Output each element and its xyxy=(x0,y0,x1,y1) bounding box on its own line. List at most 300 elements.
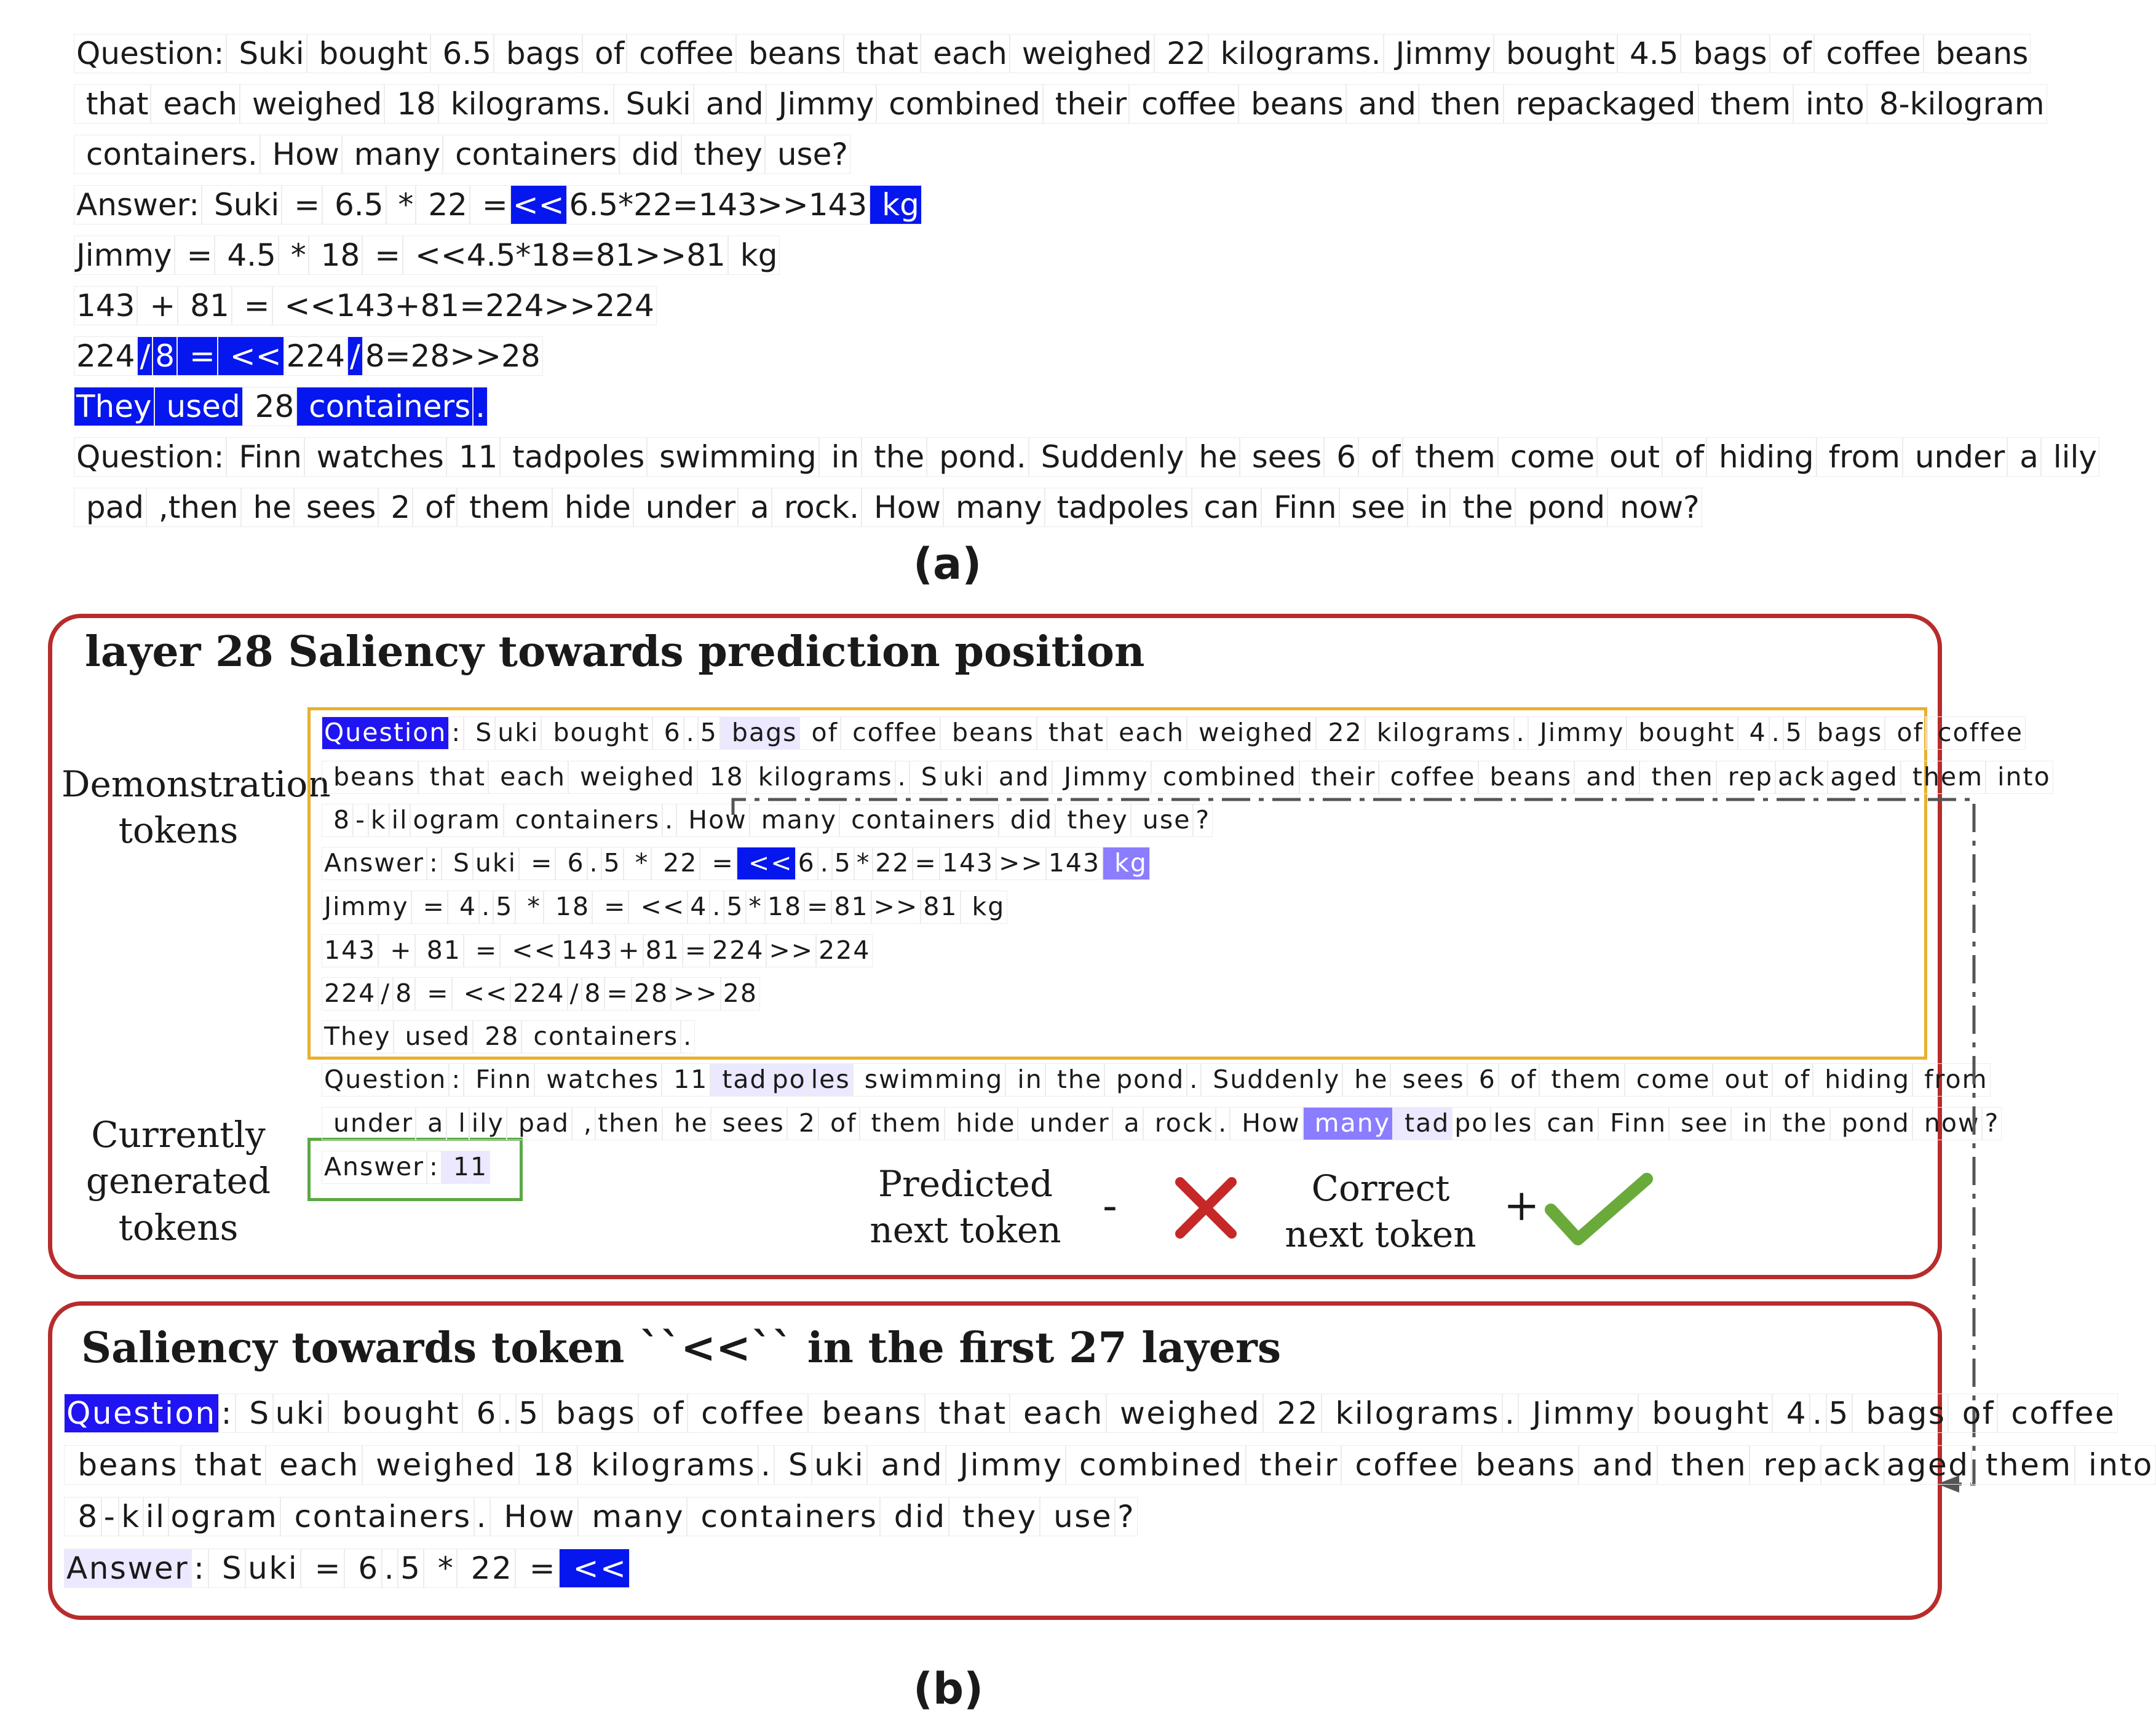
token: . xyxy=(479,891,493,923)
token: . xyxy=(474,1497,490,1537)
token: that xyxy=(74,84,151,124)
token: 143 xyxy=(559,934,616,967)
token: beans xyxy=(1239,84,1346,124)
panel-b2-line xyxy=(64,1440,2156,1490)
token: 6 xyxy=(1467,1063,1499,1096)
token: * xyxy=(386,185,416,225)
token: did xyxy=(619,135,681,175)
token: 6 xyxy=(462,1394,500,1434)
token: a xyxy=(1112,1107,1143,1140)
token: containers xyxy=(687,1497,880,1537)
token: a xyxy=(2007,437,2041,477)
token: ? xyxy=(1193,804,1213,836)
token: coffee xyxy=(688,1394,808,1434)
token: + xyxy=(616,934,643,967)
token: each xyxy=(1107,716,1187,749)
token: = xyxy=(804,891,831,923)
token: S xyxy=(442,847,473,879)
token: of xyxy=(1358,437,1403,477)
token: kilograms xyxy=(747,761,895,793)
token: of xyxy=(1499,1063,1540,1096)
token: kilograms xyxy=(1322,1394,1502,1434)
token: * xyxy=(624,847,652,879)
token: 22 xyxy=(1316,716,1365,749)
token: = xyxy=(683,934,710,967)
token: of xyxy=(1948,1394,1997,1434)
token: kilograms. xyxy=(438,84,614,124)
token: 8=28>>28 xyxy=(363,336,543,376)
token: . xyxy=(473,387,488,427)
token: , xyxy=(572,1107,595,1140)
token: = xyxy=(177,336,218,376)
token: . xyxy=(1810,1394,1826,1434)
token: them xyxy=(1972,1445,2074,1485)
token: did xyxy=(999,804,1055,836)
token: How xyxy=(1230,1107,1302,1140)
token: 18 xyxy=(544,891,592,923)
token: << xyxy=(218,336,284,376)
token: S xyxy=(910,761,941,793)
token: aged xyxy=(1884,1445,1972,1485)
token: bags xyxy=(1805,716,1885,749)
plus-sign: + xyxy=(1504,1180,1540,1231)
token: + xyxy=(137,286,178,326)
token: + xyxy=(378,934,414,967)
token: Jimmy xyxy=(1518,1394,1638,1434)
token: he xyxy=(1186,437,1239,477)
panel-b2-line xyxy=(64,1544,630,1593)
token: that xyxy=(925,1394,1010,1434)
token: of xyxy=(1885,716,1926,749)
token: / xyxy=(378,977,393,1010)
token: and xyxy=(1346,84,1419,124)
token: that xyxy=(418,761,488,793)
token: of xyxy=(799,716,841,749)
token: them xyxy=(1698,84,1794,124)
token: = xyxy=(700,847,736,879)
token: kg xyxy=(728,236,780,276)
token: 81 xyxy=(415,934,464,967)
token: 143 xyxy=(74,286,137,326)
token: il xyxy=(143,1497,168,1537)
token: Suddenly xyxy=(1201,1063,1342,1096)
token: and xyxy=(1574,761,1639,793)
token: Suki xyxy=(202,185,282,225)
token: uki xyxy=(941,761,987,793)
token: Suki xyxy=(226,34,306,74)
token: beans xyxy=(1462,1445,1579,1485)
token: Jimmy xyxy=(766,84,877,124)
token: 5 xyxy=(516,1394,542,1434)
token: can xyxy=(1192,488,1262,528)
token: coffee xyxy=(1814,34,1924,74)
currently-generated-tokens-label: Currently generated tokens xyxy=(85,1114,271,1248)
token: them xyxy=(1403,437,1498,477)
token: bought xyxy=(307,34,430,74)
token: . xyxy=(500,1394,516,1434)
token: How xyxy=(490,1497,578,1537)
token: 5 xyxy=(493,891,515,923)
token: 224 xyxy=(284,336,347,376)
token: Question xyxy=(322,1063,449,1096)
token: 4.5 xyxy=(215,236,278,276)
token: How xyxy=(862,488,943,528)
token: repackaged xyxy=(1504,84,1698,124)
token: them xyxy=(1539,1063,1624,1096)
token: used xyxy=(154,387,243,427)
token: k xyxy=(368,804,389,836)
token: 224 xyxy=(322,977,378,1010)
token: see xyxy=(1669,1107,1731,1140)
token: * xyxy=(424,1549,457,1589)
token: that xyxy=(181,1445,266,1485)
token: Finn xyxy=(226,437,304,477)
token: Suki xyxy=(614,84,694,124)
token: 18 xyxy=(384,84,438,124)
token: . xyxy=(758,1445,774,1485)
token: Answer xyxy=(64,1549,191,1589)
token: : xyxy=(191,1549,208,1589)
token: the xyxy=(862,437,927,477)
token: l xyxy=(446,1107,469,1140)
token: coffee xyxy=(1379,761,1478,793)
token: tadpoles xyxy=(1045,488,1192,528)
token: . xyxy=(1216,1107,1230,1140)
token: 4 xyxy=(688,891,710,923)
token: 81 xyxy=(831,891,871,923)
token: 5 xyxy=(724,891,746,923)
token: Jimmy xyxy=(322,891,411,923)
token: bought xyxy=(1494,34,1617,74)
token: Jimmy xyxy=(1384,34,1494,74)
token: . xyxy=(1769,716,1783,749)
token: them xyxy=(457,488,552,528)
token: 224 xyxy=(816,934,873,967)
token: . xyxy=(681,1020,695,1053)
panel-b-first27-title: Saliency towards token ``<<`` in the first 27 layers xyxy=(81,1323,1282,1373)
token: combined xyxy=(876,84,1043,124)
token: sees xyxy=(1390,1063,1467,1096)
token: bags xyxy=(1852,1394,1949,1434)
token: 18 xyxy=(765,891,804,923)
token: 28 xyxy=(473,1020,521,1053)
token: rock xyxy=(1143,1107,1216,1140)
token: . xyxy=(684,716,698,749)
token: coffee xyxy=(1341,1445,1462,1485)
token: 6.5*22=143>>143 xyxy=(567,185,870,225)
token: 224 xyxy=(74,336,137,376)
token: containers xyxy=(521,1020,681,1053)
token: of xyxy=(1662,437,1706,477)
token: 28 xyxy=(243,387,297,427)
token: can xyxy=(1535,1107,1598,1140)
token: - xyxy=(101,1497,119,1537)
token: = xyxy=(232,286,272,326)
panel-a-caption: (a) xyxy=(913,539,982,589)
token: use? xyxy=(765,135,850,175)
token: 5 xyxy=(1783,716,1805,749)
token: 11 xyxy=(446,437,501,477)
token: * xyxy=(746,891,765,923)
token: pad xyxy=(74,488,146,528)
token: 5 xyxy=(1826,1394,1852,1434)
token: sees xyxy=(1240,437,1325,477)
token: hide xyxy=(552,488,633,528)
demonstration-tokens-label: Demonstration tokens xyxy=(61,763,331,852)
token: Question xyxy=(322,716,449,749)
token: hiding xyxy=(1813,1063,1912,1096)
token: out xyxy=(1713,1063,1772,1096)
token: : xyxy=(427,847,442,879)
token: << xyxy=(510,185,567,225)
token: = xyxy=(913,847,940,879)
token: uki xyxy=(812,1445,867,1485)
token: * xyxy=(854,847,873,879)
token: combined xyxy=(1151,761,1299,793)
token: 8 xyxy=(582,977,604,1010)
token: come xyxy=(1498,437,1597,477)
token: weighed xyxy=(1010,34,1154,74)
token: 224 xyxy=(710,934,766,967)
token: les xyxy=(1491,1107,1535,1140)
token: did xyxy=(880,1497,948,1537)
token: he xyxy=(241,488,294,528)
token: . xyxy=(1502,1394,1518,1434)
token: 4 xyxy=(448,891,479,923)
token: come xyxy=(1625,1063,1713,1096)
token: aged xyxy=(1828,761,1900,793)
token: kg xyxy=(870,185,922,225)
token: S xyxy=(236,1394,273,1434)
token: Jimmy xyxy=(74,236,175,276)
token: 18 xyxy=(697,761,746,793)
token: they xyxy=(681,135,765,175)
token: beans xyxy=(808,1394,925,1434)
token: containers xyxy=(296,387,473,427)
token: and xyxy=(987,761,1052,793)
token: pond xyxy=(1830,1107,1912,1140)
token: ,then xyxy=(146,488,241,528)
token: 22 xyxy=(873,847,912,879)
token: pond xyxy=(1104,1063,1187,1096)
token: combined xyxy=(1066,1445,1246,1485)
token: ? xyxy=(1115,1497,1138,1537)
token: ogram xyxy=(410,804,503,836)
token: = xyxy=(415,977,451,1010)
token: <<143+81=224>>224 xyxy=(272,286,657,326)
token: uki xyxy=(273,1394,328,1434)
token: watches xyxy=(304,437,446,477)
token: them xyxy=(1901,761,1986,793)
token: 6 xyxy=(1324,437,1358,477)
token: les xyxy=(809,1063,853,1096)
token: then xyxy=(1419,84,1504,124)
token: Jimmy xyxy=(1052,761,1151,793)
token: pad xyxy=(507,1107,572,1140)
token: their xyxy=(1043,84,1129,124)
token: . xyxy=(895,761,910,793)
token: . xyxy=(1187,1063,1201,1096)
token: = xyxy=(604,977,632,1010)
token: . xyxy=(587,847,601,879)
token: = xyxy=(282,185,322,225)
token: >> xyxy=(671,977,721,1010)
token: beans xyxy=(1924,34,2031,74)
token: bought xyxy=(328,1394,462,1434)
token: weighed xyxy=(568,761,697,793)
token: 8-kilogram xyxy=(1867,84,2047,124)
token: uki xyxy=(473,847,519,879)
token: = xyxy=(592,891,628,923)
token: 6 xyxy=(796,847,818,879)
token: ? xyxy=(1982,1107,2002,1140)
token: 5 xyxy=(698,716,720,749)
token: in xyxy=(1408,488,1450,528)
token: . xyxy=(662,804,676,836)
token: sees xyxy=(711,1107,787,1140)
token: hide xyxy=(945,1107,1018,1140)
token: Suddenly xyxy=(1029,437,1187,477)
token: each xyxy=(488,761,568,793)
token: then xyxy=(595,1107,662,1140)
token: that xyxy=(1037,716,1107,749)
token: 8 xyxy=(153,336,177,376)
token: pond. xyxy=(927,437,1029,477)
token: containers xyxy=(443,135,619,175)
token: 143 xyxy=(1046,847,1103,879)
token: * xyxy=(279,236,309,276)
token: in xyxy=(1005,1063,1045,1096)
token: and xyxy=(1579,1445,1657,1485)
token: a xyxy=(738,488,772,528)
token: / xyxy=(568,977,582,1010)
token: k xyxy=(119,1497,143,1537)
panel-b-caption: (b) xyxy=(913,1664,984,1714)
token: 6.5 xyxy=(322,185,386,225)
token: and xyxy=(694,84,766,124)
token: po xyxy=(770,1063,809,1096)
token: 22 xyxy=(416,185,470,225)
token: bags xyxy=(542,1394,639,1434)
token: <<4.5*18=81>>81 xyxy=(403,236,728,276)
token: 6 xyxy=(555,847,587,879)
panel-b-layer28-title: layer 28 Saliency towards prediction position xyxy=(85,627,1145,677)
token: 5 xyxy=(601,847,624,879)
token: Question: xyxy=(74,34,226,74)
token: under xyxy=(633,488,738,528)
token: coffee xyxy=(1997,1394,2118,1434)
token: 28 xyxy=(721,977,760,1010)
token: bags xyxy=(1681,34,1769,74)
token: of xyxy=(1770,34,1814,74)
token: S xyxy=(464,716,495,749)
token: he xyxy=(1342,1063,1390,1096)
token: he xyxy=(662,1107,710,1140)
token: . xyxy=(818,847,832,879)
token: beans xyxy=(64,1445,181,1485)
token: a xyxy=(416,1107,446,1140)
token: many xyxy=(342,135,443,175)
predicted-next-token-label: Predicted next token xyxy=(870,1163,1061,1252)
token: coffee xyxy=(841,716,940,749)
token: >> xyxy=(766,934,816,967)
token: each xyxy=(151,84,239,124)
token: 11 xyxy=(662,1063,710,1096)
token: ack xyxy=(1775,761,1828,793)
token: 8 xyxy=(64,1497,101,1537)
token: Question: xyxy=(74,437,226,477)
token: . xyxy=(382,1549,398,1589)
token: out xyxy=(1597,437,1662,477)
correct-next-token-label: Correct next token xyxy=(1285,1167,1476,1256)
token: now? xyxy=(1607,488,1702,528)
token: >> xyxy=(871,891,921,923)
token: 18 xyxy=(309,236,363,276)
token: the xyxy=(1770,1107,1829,1140)
token: rock. xyxy=(772,488,862,528)
token: : xyxy=(449,1063,464,1096)
token: - xyxy=(353,804,368,836)
panel-b2-line xyxy=(64,1492,1138,1541)
token: see xyxy=(1339,488,1408,528)
token: of xyxy=(413,488,457,528)
token: Finn xyxy=(464,1063,534,1096)
token: their xyxy=(1299,761,1379,793)
token: << xyxy=(628,891,688,923)
token: many xyxy=(1303,1107,1393,1140)
token: ily xyxy=(469,1107,507,1140)
token: = xyxy=(464,934,500,967)
token: << xyxy=(500,934,559,967)
token: of xyxy=(1772,1063,1813,1096)
token: 2 xyxy=(378,488,413,528)
token: the xyxy=(1045,1063,1104,1096)
token: containers xyxy=(504,804,663,836)
token: many xyxy=(943,488,1045,528)
token: 5 xyxy=(832,847,854,879)
token: coffee xyxy=(1129,84,1239,124)
token: they xyxy=(949,1497,1040,1537)
token: beans xyxy=(736,34,844,74)
token: 22 xyxy=(457,1549,515,1589)
token: tad xyxy=(710,1063,769,1096)
token: po xyxy=(1452,1107,1491,1140)
token: * xyxy=(515,891,544,923)
token: 8 xyxy=(393,977,415,1010)
token: il xyxy=(389,804,411,836)
token: / xyxy=(137,336,153,376)
token: many xyxy=(750,804,839,836)
token: Answer xyxy=(322,1151,427,1183)
token: each xyxy=(921,34,1009,74)
token: = xyxy=(411,891,448,923)
token: They xyxy=(322,1020,394,1053)
token: Question xyxy=(64,1394,219,1434)
token: kg xyxy=(961,891,1008,923)
token: How xyxy=(676,804,749,836)
token: hiding xyxy=(1706,437,1817,477)
token: 224 xyxy=(510,977,567,1010)
token: swimming xyxy=(853,1063,1006,1096)
token: 4 xyxy=(1772,1394,1810,1434)
token: weighed xyxy=(1187,716,1316,749)
token: ogram xyxy=(168,1497,281,1537)
token: << xyxy=(452,977,511,1010)
token: Answer: xyxy=(74,185,202,225)
token: 81 xyxy=(643,934,683,967)
token: each xyxy=(1010,1394,1106,1434)
token: beans xyxy=(1478,761,1575,793)
